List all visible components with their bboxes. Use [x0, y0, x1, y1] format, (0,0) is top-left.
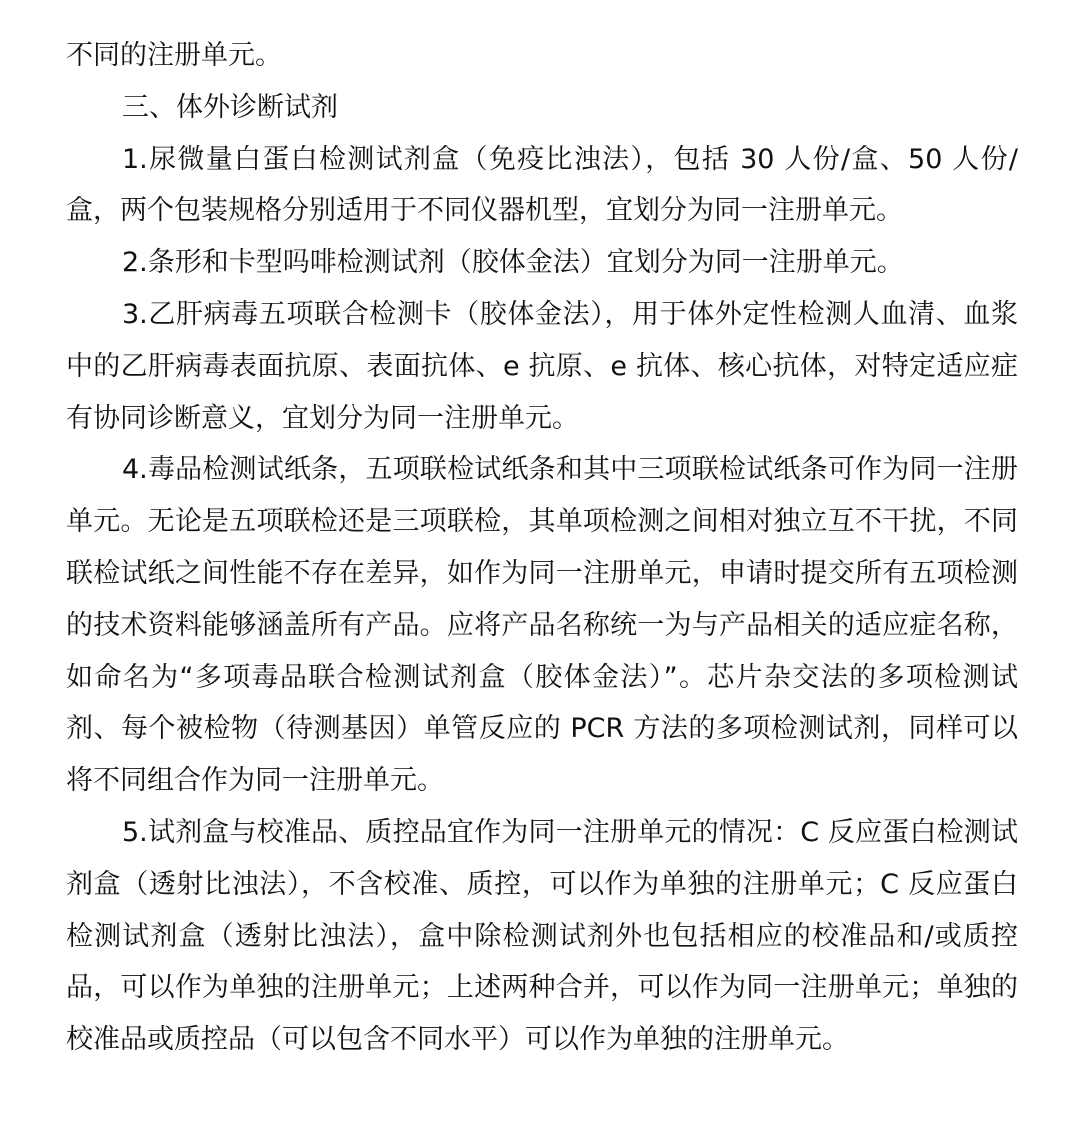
section-heading: 三、体外诊断试剂 [122, 91, 338, 123]
paragraph-item-5: 5.试剂盒与校准品、质控品宜作为同一注册单元的情况：C 反应蛋白检测试剂盒（透射比浊法），不含校准、质控，可以作为单独的注册单元；C 反应蛋白检测试剂盒（透射比浊法），盒中除检测试剂外也包括相应的校准品和/或质控品，可以作为单独的注册单元；上述两种合并，可以作为同一注册单元；单独的校准品或质控品（可以包含不同水平）可以作为单独的注册单元。 [66, 816, 1018, 1056]
paragraph-item-3: 3.乙肝病毒五项联合检测卡（胶体金法），用于体外定性检测人血清、血浆中的乙肝病毒表面抗原、表面抗体、e 抗原、e 抗体、核心抗体，对特定适应症有协同诊断意义，宜划分为同一注册单元。 [66, 298, 1018, 434]
continuation-paragraph: 不同的注册单元。 [66, 40, 282, 71]
paragraph-item-4: 4.毒品检测试纸条，五项联检试纸条和其中三项联检试纸条可作为同一注册单元。无论是五项联检还是三项联检，其单项检测之间相对独立互不干扰，不同联检试纸之间性能不存在差异，如作为同一注册单元，申请时提交所有五项检测的技术资料能够涵盖所有产品。应将产品名称统一为与产品相关的适应症名称，如命名为“多项毒品联合检测试剂盒（胶体金法）”。芯片杂交法的多项检测试剂、每个被检物（待测基因）单管反应的 PCR 方法的多项检测试剂，同样可以将不同组合作为同一注册单元。 [66, 454, 1018, 797]
paragraph-item-2: 2.条形和卡型吗啡检测试剂（胶体金法）宜划分为同一注册单元。 [122, 247, 904, 279]
paragraph-item-1: 1.尿微量白蛋白检测试剂盒（免疫比浊法），包括 30 人份/盒、50 人份/盒，两个包装规格分别适用于不同仪器机型，宜划分为同一注册单元。 [66, 143, 1018, 227]
